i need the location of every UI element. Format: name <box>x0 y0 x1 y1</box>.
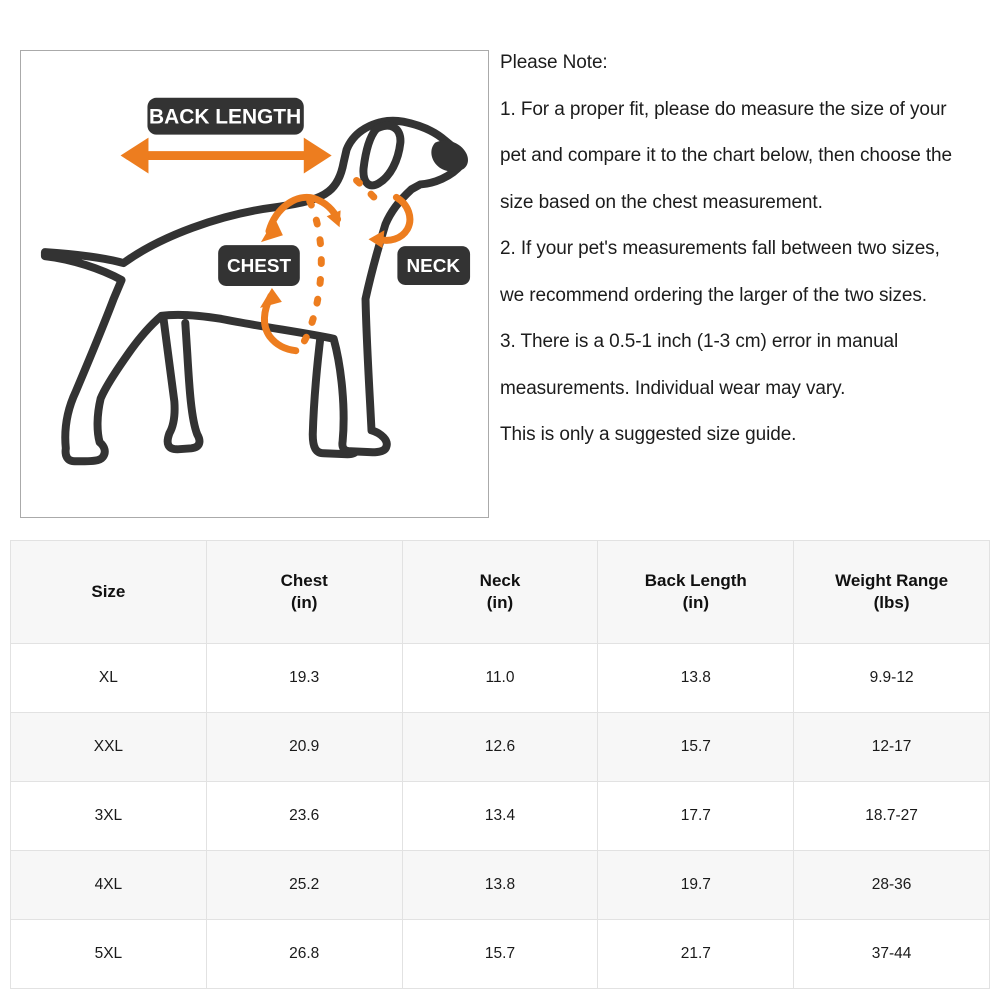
note-line: 1. For a proper fit, please do measure the size of your <box>500 98 947 120</box>
cell-size: 5XL <box>11 920 207 989</box>
note-line: size based on the chest measurement. <box>500 191 823 213</box>
chest-label-text: CHEST <box>226 256 292 278</box>
table-row-4xl <box>11 851 990 920</box>
size-chart-table <box>10 540 990 989</box>
back-length-label <box>147 98 303 135</box>
col-header-neck <box>402 541 598 644</box>
table-header-row <box>11 541 990 644</box>
header-line: (in) <box>486 593 514 612</box>
table-row-5xl <box>11 920 990 989</box>
cell-size: 3XL <box>11 782 207 851</box>
note-line: pet and compare it to the chart below, then choose the <box>500 145 952 166</box>
cell-chest: 25.2 <box>206 851 402 920</box>
note-block <box>500 40 998 459</box>
dog-measurement-diagram <box>21 51 488 517</box>
cell-back-length: 17.7 <box>598 782 794 851</box>
cell-back-length: 15.7 <box>598 713 794 782</box>
cell-weight: 9.9-12 <box>794 644 990 713</box>
note-line: 3. There is a 0.5-1 inch (1-3 cm) error in manual <box>500 331 899 352</box>
cell-neck: 15.7 <box>402 920 598 989</box>
cell-back-length: 19.7 <box>598 851 794 920</box>
note-line: measurements. Individual wear may vary. <box>500 377 846 399</box>
cell-weight: 37-44 <box>794 920 990 989</box>
cell-chest: 19.3 <box>206 644 402 713</box>
neck-label <box>397 246 470 285</box>
dog-far-hind-leg <box>163 318 199 449</box>
header-line: Back Length <box>644 571 747 590</box>
header-line: Neck <box>479 571 521 590</box>
header-line: (lbs) <box>873 593 910 612</box>
cell-back-length: 13.8 <box>598 644 794 713</box>
cell-back-length: 21.7 <box>598 920 794 989</box>
cell-chest: 26.8 <box>206 920 402 989</box>
note-line: 2. If your pet's measurements fall between two sizes, <box>500 238 940 259</box>
header-line: Size <box>91 582 126 601</box>
col-header-chest <box>206 541 402 644</box>
col-header-back-length <box>598 541 794 644</box>
header-line: Weight Range <box>835 571 949 590</box>
neck-label-text: NECK <box>406 256 461 278</box>
cell-weight: 28-36 <box>794 851 990 920</box>
cell-neck: 13.4 <box>402 782 598 851</box>
cell-weight: 12-17 <box>794 713 990 782</box>
header-line: (in) <box>682 593 709 612</box>
table-row-3xl <box>11 782 990 851</box>
table-row-xxl <box>11 713 990 782</box>
cell-neck: 11.0 <box>402 644 598 713</box>
cell-chest: 23.6 <box>206 782 402 851</box>
back-length-arrowhead-right <box>304 138 332 174</box>
back-length-arrowhead-left <box>121 138 149 174</box>
table-row-xl <box>11 644 990 713</box>
cell-neck: 12.6 <box>402 713 598 782</box>
cell-chest: 20.9 <box>206 713 402 782</box>
header-line: (in) <box>290 593 318 612</box>
col-header-weight-range <box>794 541 990 644</box>
note-title: Please Note: <box>500 52 608 73</box>
chest-label <box>218 245 300 286</box>
note-line: This is only a suggested size guide. <box>500 424 797 445</box>
dog-outline <box>45 121 462 461</box>
header-line: Chest <box>280 571 328 590</box>
cell-size: 4XL <box>11 851 207 920</box>
cell-weight: 18.7-27 <box>794 782 990 851</box>
cell-size: XXL <box>11 713 207 782</box>
cell-size: XL <box>11 644 207 713</box>
back-length-label-text: BACK LENGTH <box>149 105 302 129</box>
cell-neck: 13.8 <box>402 851 598 920</box>
measurement-diagram-box <box>20 50 489 518</box>
col-header-size <box>11 541 207 644</box>
note-line: we recommend ordering the larger of the two sizes. <box>500 284 927 306</box>
